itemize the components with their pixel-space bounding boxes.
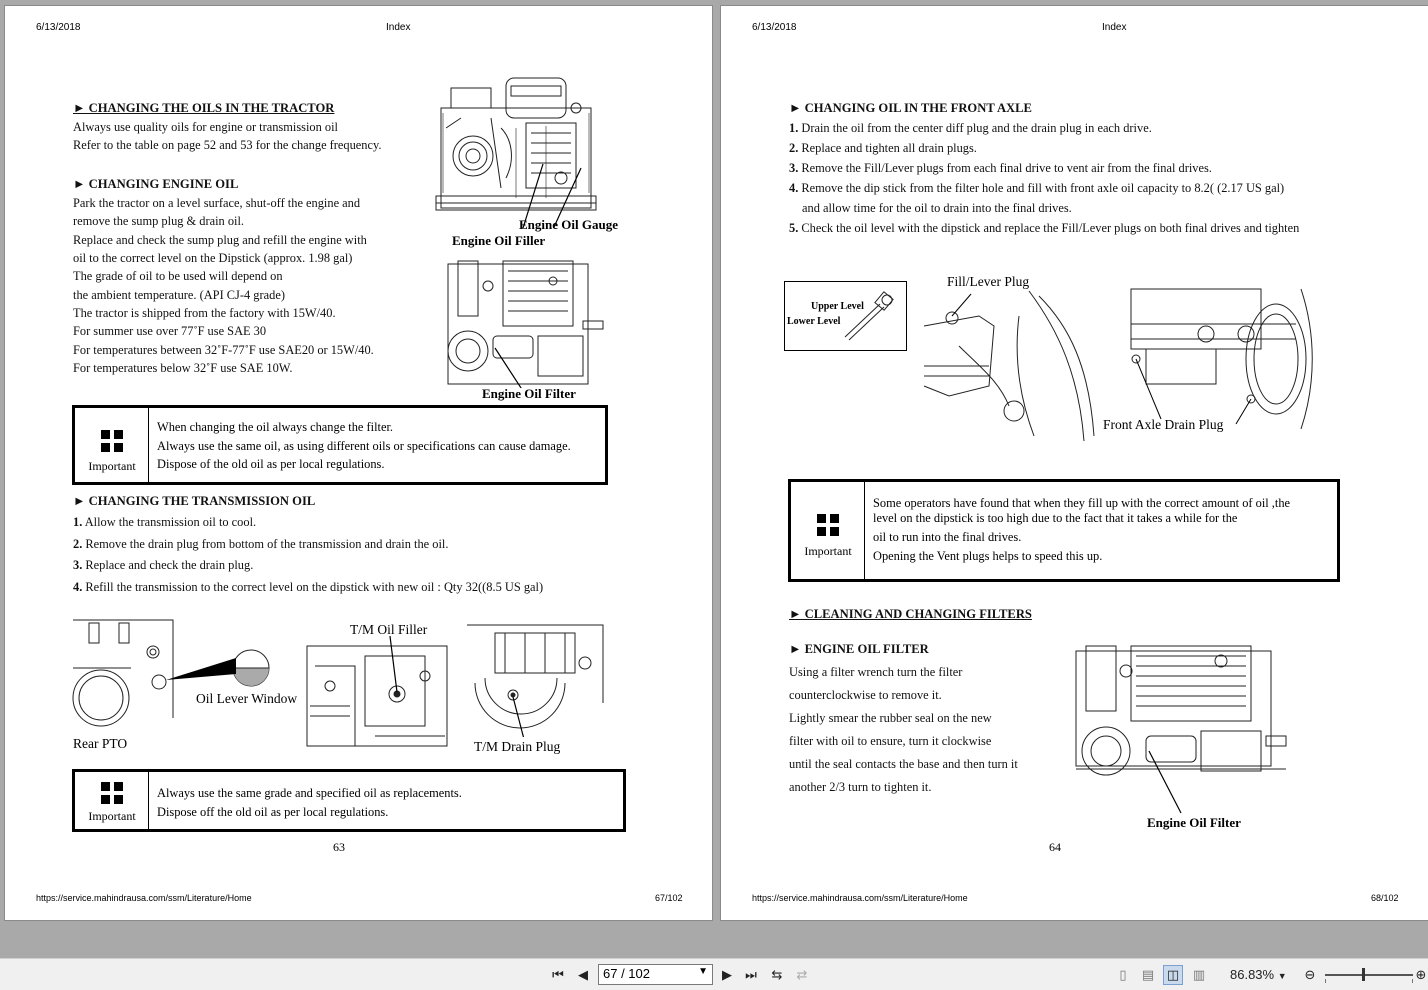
figure-caption: Front Axle Drain Plug (1103, 417, 1224, 432)
step-line (789, 161, 1212, 175)
chevron-down-icon[interactable]: ▼ (698, 966, 708, 977)
body-line: the ambient temperature. (API CJ-4 grade) (73, 288, 285, 302)
step-line (73, 558, 253, 572)
page-header-title: Index (386, 22, 411, 33)
zoom-value: 86.83% (1230, 967, 1275, 982)
step-text: Remove the dip stick from the filter hole and fill with front axle oil capacity to 8.2( (2.17 US gal) (801, 181, 1285, 195)
body-line: Refer to the table on page 52 and 53 for the change frequency. (73, 138, 382, 152)
step-line (802, 201, 1072, 215)
body-line: Lightly smear the rubber seal on the new (789, 711, 992, 725)
notice-line: Dispose of the old oil as per local regulations. (157, 457, 385, 471)
step-text: Replace and tighten all drain plugs. (801, 141, 977, 155)
section-heading: ► CHANGING ENGINE OIL (73, 177, 239, 191)
first-page-icon[interactable]: ⏮ (552, 967, 564, 983)
section-heading: ► CLEANING AND CHANGING FILTERS (789, 607, 1032, 621)
section-heading: ► CHANGING OIL IN THE FRONT AXLE (789, 101, 1032, 115)
body-line: The grade of oil to be used will depend on (73, 269, 283, 283)
rear-pto-illustration (71, 618, 287, 736)
zoom-level[interactable] (1230, 967, 1287, 982)
body-line: For temperatures between 32˚F-77˚F use SAE20 or 15W/40. (73, 343, 374, 357)
go-forward-icon[interactable]: ⇄ (796, 967, 808, 983)
zoom-out-icon[interactable]: ⊖ (1304, 967, 1316, 983)
printed-page-number: 63 (333, 840, 345, 854)
go-back-icon[interactable]: ⇆ (771, 967, 783, 983)
body-line: Always use quality oils for engine or transmission oil (73, 120, 338, 134)
step-line (789, 181, 1284, 195)
step-number: 1. (73, 515, 83, 529)
engine-illustration (431, 68, 603, 228)
step-number: 3. (789, 161, 799, 175)
important-word: Important (804, 544, 852, 558)
page-url: https://service.mahindrausa.com/ssm/Literature/Home (36, 893, 252, 903)
notice-line: level on the dipstick is too high due to the fact that it takes a while for the (873, 511, 1238, 525)
tm-oil-filler-illustration (305, 636, 451, 750)
important-notice (72, 405, 608, 485)
page-number-value: 67 / 102 (603, 966, 650, 981)
important-notice (72, 769, 626, 832)
chevron-down-icon[interactable]: ▼ (1277, 971, 1287, 981)
important-word: Important (88, 459, 136, 473)
figure-caption: Fill/Lever Plug (947, 274, 1030, 289)
notice-line: Some operators have found that when they fill up with the correct amount of oil ,the (873, 496, 1291, 510)
step-line (789, 121, 1152, 135)
step-number: 1. (789, 121, 799, 135)
important-label (75, 772, 149, 829)
notice-line: oil to run into the final drives. (873, 530, 1022, 544)
section-heading: ► ENGINE OIL FILTER (789, 642, 929, 656)
important-label (791, 482, 865, 579)
body-line: remove the sump plug & drain oil. (73, 214, 245, 228)
printed-page-number: 64 (1049, 840, 1061, 854)
notice-line: Always use the same grade and specified oil as replacements. (157, 786, 462, 800)
front-axle-illustration (1126, 284, 1316, 434)
step-text: Replace and check the drain plug. (85, 558, 254, 572)
step-number: 4. (73, 580, 83, 594)
continuous-icon[interactable]: ▤ (1141, 967, 1155, 983)
figure-caption: Engine Oil Filter (482, 386, 576, 401)
step-text: Refill the transmission to the correct level on the dipstick with new oil : Qty 32((8.5 US gal) (85, 580, 544, 594)
section-heading: ► CHANGING THE OILS IN THE TRACTOR (73, 101, 335, 115)
notice-line: Always use the same oil, as using different oils or specifications can cause damage. (157, 439, 571, 453)
figure-caption: Oil Lever Window (196, 691, 298, 706)
prev-page-icon[interactable]: ◀ (578, 967, 588, 983)
page-counter: 67/102 (655, 893, 683, 903)
step-text: Remove the Fill/Lever plugs from each final drive to vent air from the final drives. (801, 161, 1212, 175)
important-word: Important (88, 809, 136, 823)
step-line (789, 221, 1299, 235)
step-number: 2. (73, 537, 83, 551)
step-number: 4. (789, 181, 799, 195)
step-line (789, 141, 977, 155)
step-line (73, 580, 543, 594)
step-text: Check the oil level with the dipstick and replace the Fill/Lever plugs on both final drives and tighten (801, 221, 1300, 235)
tm-drain-plug-illustration (465, 623, 605, 737)
step-text: Remove the drain plug from bottom of the transmission and drain the oil. (85, 537, 449, 551)
step-text: and allow time for the oil to drain into the final drives. (802, 201, 1072, 215)
two-page-icon[interactable]: ◫ (1163, 965, 1183, 985)
upper-level-label: Upper Level (811, 301, 864, 312)
figure-caption: Rear PTO (73, 736, 128, 751)
next-page-icon[interactable]: ▶ (722, 967, 732, 983)
figure-caption: Engine Oil Gauge (519, 217, 618, 232)
figure-caption: T/M Oil Filler (350, 622, 428, 637)
important-label (75, 408, 149, 482)
step-number: 2. (789, 141, 799, 155)
notice-line: When changing the oil always change the filter. (157, 420, 394, 434)
notice-line: Dispose off the old oil as per local regulations. (157, 805, 389, 819)
engine-oil-filter-illustration (1071, 641, 1291, 817)
body-line: For temperatures below 32˚F use SAE 10W. (73, 361, 293, 375)
body-line: filter with oil to ensure, turn it clockwise (789, 734, 992, 748)
important-notice (788, 479, 1340, 582)
page-number-input[interactable] (598, 964, 713, 985)
lower-level-label: Lower Level (787, 316, 841, 327)
body-line: oil to the correct level on the Dipstick (approx. 1.98 gal) (73, 251, 353, 265)
fill-lever-plug-illustration (919, 286, 1104, 446)
body-line: For summer use over 77˚F use SAE 30 (73, 324, 267, 338)
viewer-toolbar (0, 958, 1428, 990)
body-line: another 2/3 turn to tighten it. (789, 780, 932, 794)
last-page-icon[interactable]: ⏭ (745, 967, 757, 983)
zoom-slider-ticks (1325, 979, 1413, 983)
page-date: 6/13/2018 (752, 22, 797, 33)
step-number: 3. (73, 558, 83, 572)
engine-filter-illustration (443, 256, 605, 388)
page-counter: 68/102 (1371, 893, 1399, 903)
step-line (73, 515, 256, 529)
important-icon (101, 430, 123, 452)
figure-caption: Engine Oil Filter (1147, 815, 1241, 830)
document-page-68 (720, 5, 1428, 921)
body-line: until the seal contacts the base and then turn it (789, 757, 1018, 771)
dipstick-diagram (784, 281, 907, 351)
important-icon (817, 514, 839, 536)
zoom-in-icon[interactable]: ⊕ (1415, 967, 1427, 983)
body-line: Using a filter wrench turn the filter (789, 665, 963, 679)
figure-caption: Engine Oil Filler (452, 233, 546, 248)
step-number: 5. (789, 221, 799, 235)
figure-caption: T/M Drain Plug (474, 739, 561, 754)
section-heading: ► CHANGING THE TRANSMISSION OIL (73, 494, 316, 508)
body-line: counterclockwise to remove it. (789, 688, 942, 702)
notice-line: Opening the Vent plugs helps to speed this up. (873, 549, 1103, 563)
single-page-icon[interactable]: ▯ (1119, 967, 1127, 983)
important-icon (101, 782, 123, 804)
body-line: Park the tractor on a level surface, shut-off the engine and (73, 196, 361, 210)
body-line: Replace and check the sump plug and refill the engine with (73, 233, 367, 247)
two-page-continuous-icon[interactable]: ▥ (1192, 967, 1206, 983)
zoom-slider[interactable] (1325, 974, 1413, 976)
page-date: 6/13/2018 (36, 22, 81, 33)
document-page-67 (4, 5, 713, 921)
step-text: Drain the oil from the center diff plug and the drain plug in each drive. (801, 121, 1152, 135)
page-url: https://service.mahindrausa.com/ssm/Literature/Home (752, 893, 968, 903)
body-line: The tractor is shipped from the factory with 15W/40. (73, 306, 336, 320)
step-line (73, 537, 448, 551)
page-header-title: Index (1102, 22, 1127, 33)
step-text: Allow the transmission oil to cool. (84, 515, 257, 529)
